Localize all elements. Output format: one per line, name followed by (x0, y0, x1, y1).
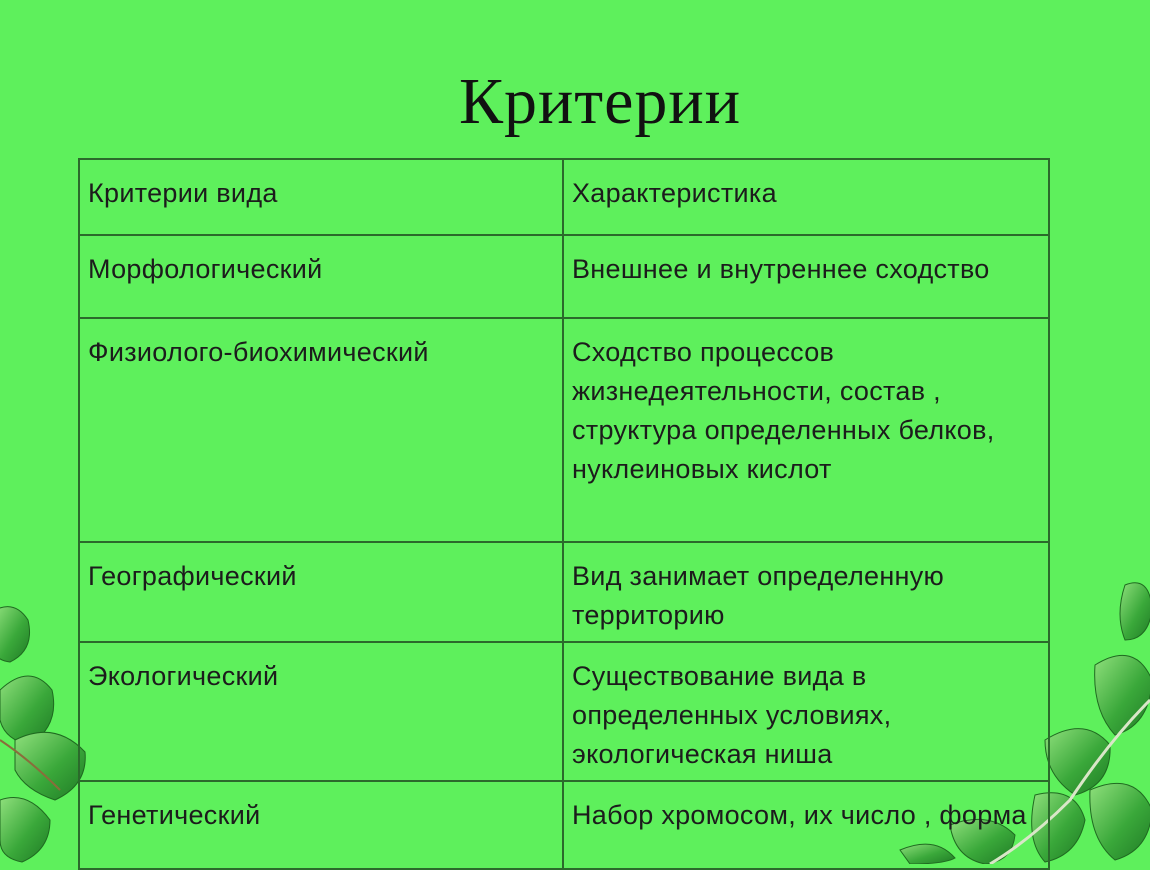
criterion-cell: Географический (79, 542, 563, 642)
characteristic-cell: Сходство процессов жизнедеятельности, состав , структура определенных белков, нуклеиновых кислот (563, 318, 1049, 542)
slide-title: Критерии (458, 65, 742, 138)
birch-leaves-left-icon (0, 607, 85, 862)
criterion-cell: Экологический (79, 642, 563, 781)
criterion-cell: Генетический (79, 781, 563, 869)
table-row (79, 235, 1049, 318)
characteristic-cell: Набор хромосом, их число , форма (563, 781, 1049, 869)
criterion-cell: Физиолого-биохимический (79, 318, 563, 542)
criteria-table (78, 158, 1050, 870)
table-row (79, 642, 1049, 781)
table-header-row (79, 159, 1049, 235)
table-row (79, 542, 1049, 642)
characteristic-cell: Существование вида в определенных условиях, экологическая ниша (563, 642, 1049, 781)
characteristic-cell: Внешнее и внутреннее сходство (563, 235, 1049, 318)
header-cell-characteristic: Характеристика (563, 159, 1049, 235)
criterion-cell: Морфологический (79, 235, 563, 318)
table-row (79, 318, 1049, 542)
header-cell-criteria: Критерии вида (79, 159, 563, 235)
table-row (79, 781, 1049, 869)
characteristic-cell: Вид занимает определенную территорию (563, 542, 1049, 642)
